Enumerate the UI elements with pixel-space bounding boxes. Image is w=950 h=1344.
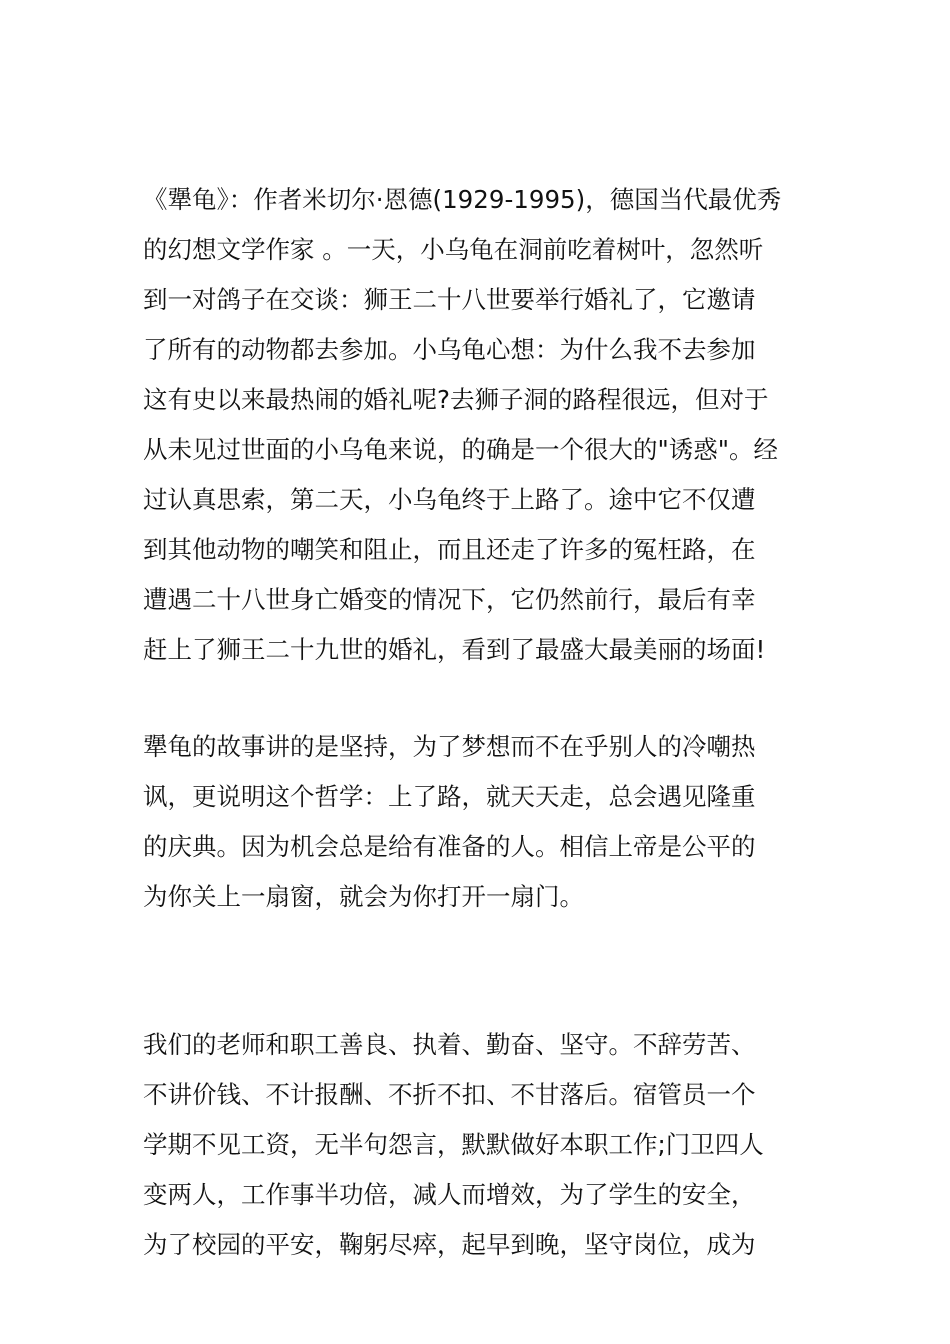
paragraph-staff-praise [143, 1020, 813, 1270]
text-line: 为你关上一扇窗，就会为你打开一扇门。 [143, 882, 584, 911]
paragraph-story-summary [143, 175, 813, 675]
text-line: 犟龟的故事讲的是坚持，为了梦想而不在乎别人的冷嘲热 [143, 732, 756, 761]
text-line: 的庆典。因为机会总是给有准备的人。相信上帝是公平的 [143, 832, 756, 861]
paragraph-story-meaning [143, 722, 813, 922]
text-line: 为了校园的平安，鞠躬尽瘁，起早到晚，坚守岗位，成为 [143, 1230, 756, 1259]
text-line: 讽，更说明这个哲学：上了路，就天天走，总会遇见隆重 [143, 782, 756, 811]
text-line: 到其他动物的嘲笑和阻止，而且还走了许多的冤枉路，在 [143, 535, 756, 564]
text-line: 从未见过世面的小乌龟来说，的确是一个很大的"诱惑"。经 [143, 435, 779, 464]
text-line: 赶上了狮王二十九世的婚礼，看到了最盛大最美丽的场面! [143, 635, 766, 664]
text-line: 学期不见工资，无半句怨言，默默做好本职工作;门卫四人 [143, 1130, 764, 1159]
text-line: 了所有的动物都去参加。小乌龟心想：为什么我不去参加 [143, 335, 756, 364]
text-line: 过认真思索，第二天，小乌龟终于上路了。途中它不仅遭 [143, 485, 756, 514]
text-line: 我们的老师和职工善良、执着、勤奋、坚守。不辞劳苦、 [143, 1030, 756, 1059]
text-line: 遭遇二十八世身亡婚变的情况下，它仍然前行，最后有幸 [143, 585, 756, 614]
text-line: 的幻想文学作家 。一天，小乌龟在洞前吃着树叶，忽然听 [143, 235, 764, 264]
text-line: 变两人，工作事半功倍，减人而增效，为了学生的安全， [143, 1180, 756, 1209]
text-line: 到一对鸽子在交谈：狮王二十八世要举行婚礼了，它邀请 [143, 285, 756, 314]
text-line: 《犟龟》：作者米切尔·恩德(1929-1995)，德国当代最优秀 [143, 185, 782, 214]
text-line: 这有史以来最热闹的婚礼呢?去狮子洞的路程很远，但对于 [143, 385, 769, 414]
text-line: 不讲价钱、不计报酬、不折不扣、不甘落后。宿管员一个 [143, 1080, 756, 1109]
